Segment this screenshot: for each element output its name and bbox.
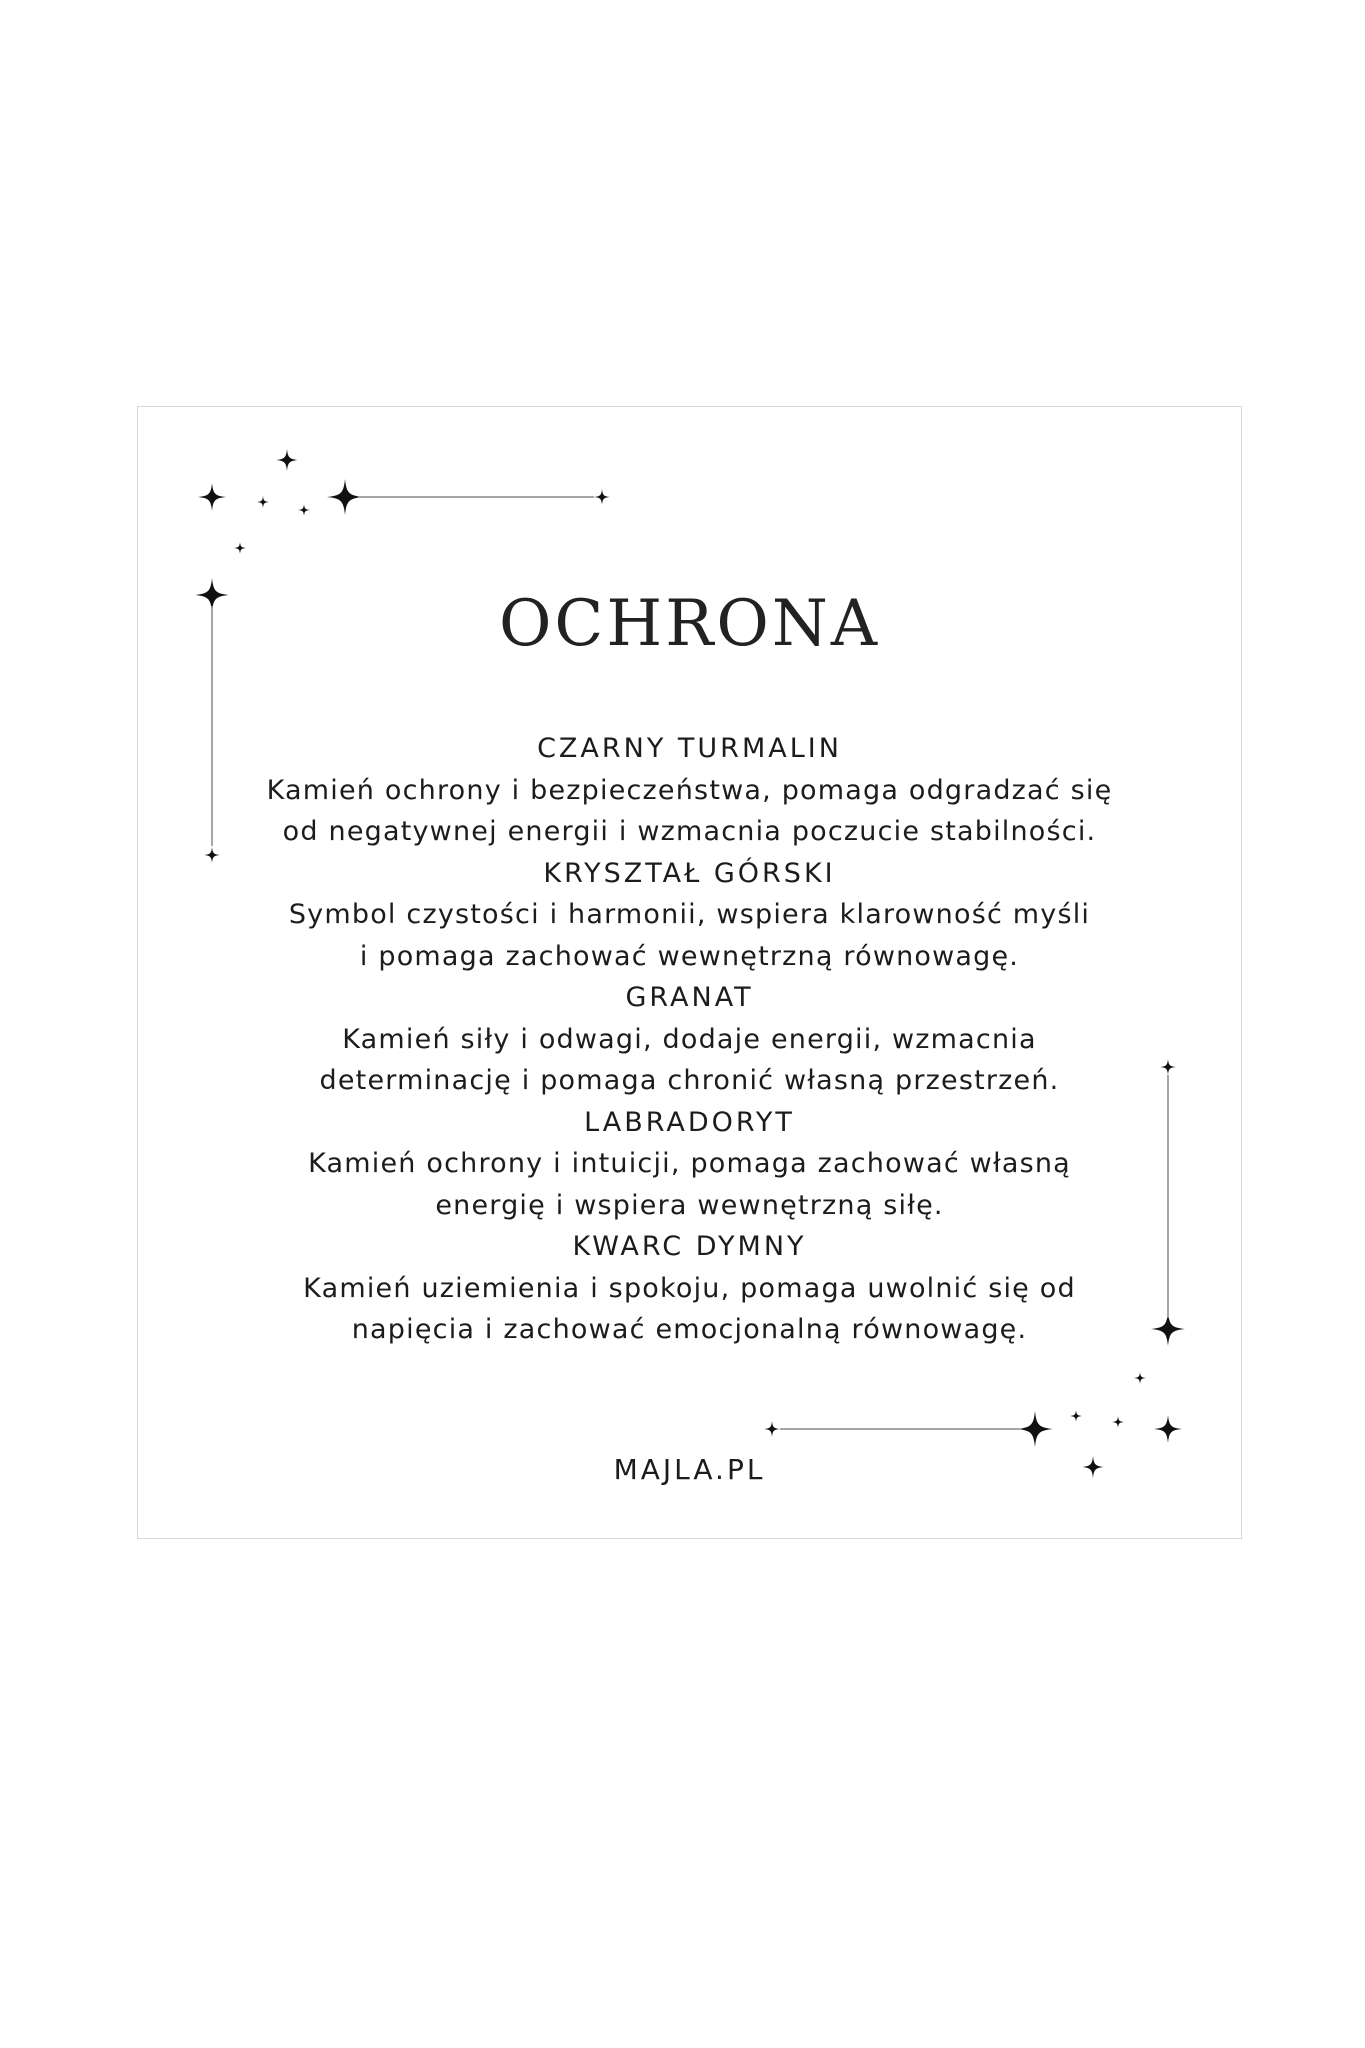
stone-entry	[137, 977, 1242, 1102]
stone-entry	[137, 1102, 1242, 1227]
stone-description-line: napięcia i zachować emocjonalną równowagę.	[351, 1314, 1028, 1345]
stone-description-line: Kamień siły i odwagi, dodaje energii, wzmacnia	[342, 1023, 1037, 1055]
stone-name: CZARNY TURMALIN	[537, 733, 842, 764]
stone-description-line: Symbol czystości i harmonii, wspiera klarowność myśli	[288, 899, 1091, 930]
stone-name: GRANAT	[625, 982, 754, 1013]
stones-list	[137, 728, 1242, 1351]
stone-name: KRYSZTAŁ GÓRSKI	[543, 857, 836, 889]
stone-description-line: od negatywnej energii i wzmacnia poczucie stabilności.	[282, 816, 1097, 847]
stone-description-line: Kamień uziemienia i spokoju, pomaga uwolnić się od	[303, 1272, 1076, 1304]
stone-description-line: Kamień ochrony i intuicji, pomaga zachować własną	[308, 1148, 1071, 1179]
stone-description-line: energię i wspiera wewnętrzną siłę.	[435, 1189, 944, 1221]
stone-name: KWARC DYMNY	[572, 1231, 807, 1262]
stone-name: LABRADORYT	[584, 1106, 795, 1138]
page-title: OCHRONA	[498, 587, 881, 661]
stone-description-line: determinację i pomaga chronić własną przestrzeń.	[319, 1065, 1060, 1096]
stone-entry	[137, 728, 1242, 853]
brand-footer: MAJLA.PL	[613, 1453, 766, 1486]
stone-entry	[137, 1226, 1242, 1351]
stone-description-line: i pomaga zachować wewnętrzną równowagę.	[359, 940, 1020, 972]
stone-description-line: Kamień ochrony i bezpieczeństwa, pomaga odgradzać się	[266, 774, 1113, 806]
stone-entry	[137, 853, 1242, 978]
